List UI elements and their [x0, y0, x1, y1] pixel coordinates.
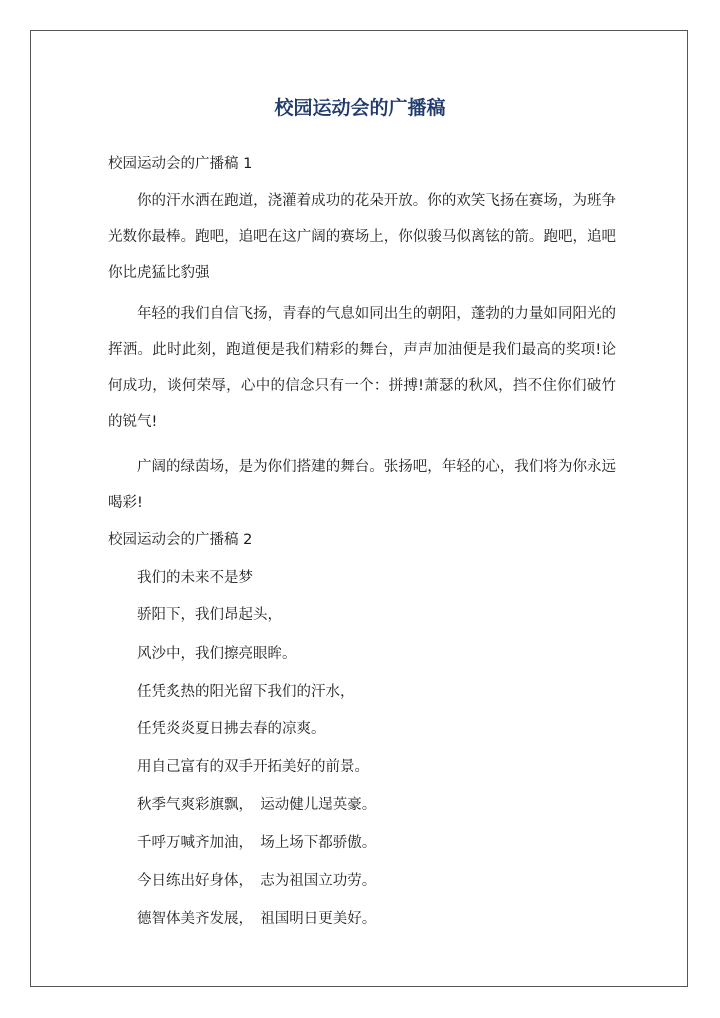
section-heading-2: 校园运动会的广播稿 2	[108, 532, 253, 548]
paragraph-1: 你的汗水洒在跑道，浇灌着成功的花朵开放。你的欢笑飞扬在赛场，为班争光数你最棒。跑吧，追吧在这广阔的赛场上，你似骏马似离铉的箭。跑吧，追吧你比虎猛比豹强	[108, 193, 616, 281]
verse-line: 用自己富有的双手开拓美好的前景。	[137, 759, 369, 775]
paragraph-2: 年轻的我们自信飞扬，青春的气息如同出生的朝阳，蓬勃的力量如同阳光的挥洒。此时此刻，跑道便是我们精彩的舞台，声声加油便是我们最高的奖项!论何成功，谈何荣辱，心中的信念只有一个：拼搏!萧瑟的秋风，挡不住你们破竹的锐气!	[108, 306, 616, 430]
paragraph-3: 广阔的绿茵场，是为你们搭建的舞台。张扬吧，年轻的心，我们将为你永远喝彩!	[108, 459, 616, 511]
verse-line: 秋季气爽彩旗飘， 运动健儿逞英豪。	[137, 797, 377, 813]
section-heading-1: 校园运动会的广播稿 1	[108, 156, 253, 172]
verse-line: 德智体美齐发展， 祖国明日更美好。	[137, 911, 377, 927]
verse-line: 任凭炎炎夏日拂去春的凉爽。	[137, 721, 326, 737]
verse-line: 任凭炙热的阳光留下我们的汗水，	[137, 684, 355, 700]
verse-line: 骄阳下，我们昂起头，	[137, 607, 282, 623]
verse-line: 风沙中，我们擦亮眼眸。	[137, 646, 297, 662]
verse-line: 千呼万喊齐加油， 场上场下都骄傲。	[137, 835, 377, 851]
document-title: 校园运动会的广播稿	[274, 97, 446, 119]
verse-line: 今日练出好身体， 志为祖国立功劳。	[137, 873, 377, 889]
verse-line: 我们的未来不是梦	[137, 570, 253, 586]
